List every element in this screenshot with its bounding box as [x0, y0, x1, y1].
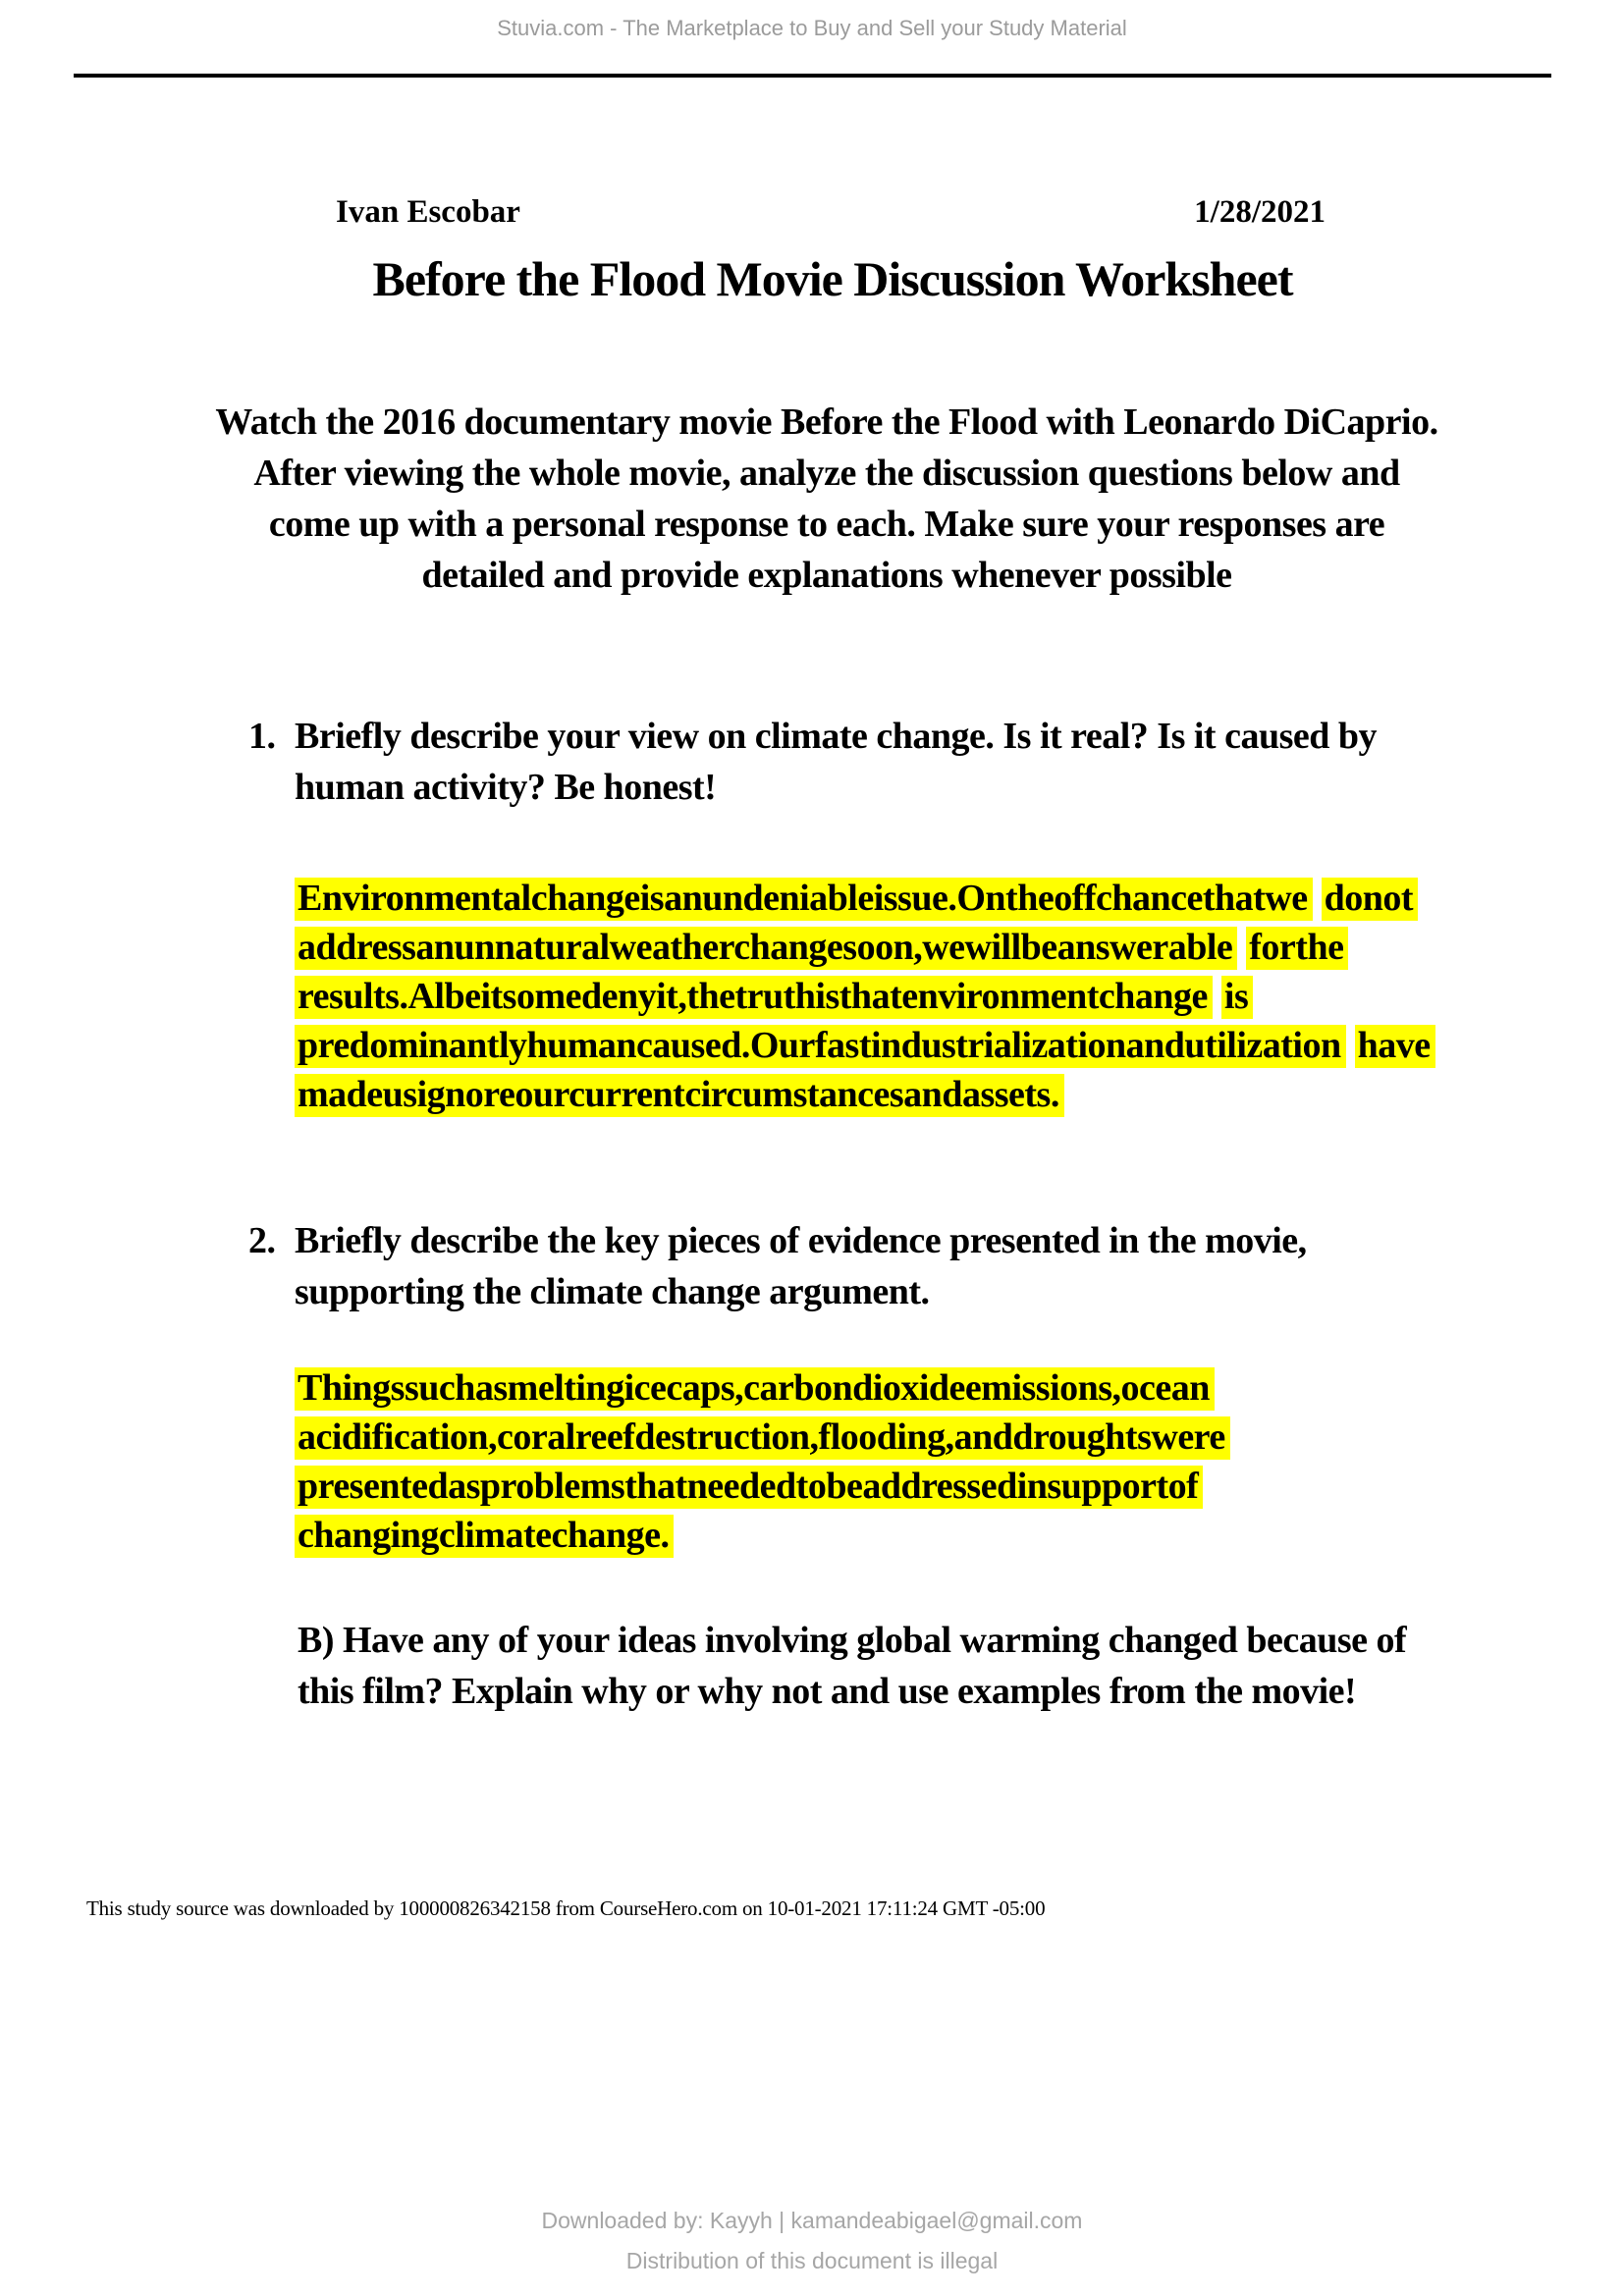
- text-line: detailed and provide explanations whenever possible: [421, 555, 1232, 596]
- highlighted-text-segment: changingclimatechange.: [295, 1515, 674, 1558]
- question-1: [248, 711, 1565, 813]
- text-line: [295, 1366, 1585, 1415]
- text-line: Briefly describe the key pieces of evidence presented in the movie,: [295, 1220, 1307, 1261]
- student-name: Ivan Escobar: [336, 194, 520, 230]
- highlighted-text-segment: is: [1221, 976, 1253, 1019]
- intro-paragraph: [167, 397, 1487, 601]
- watermark-header: Stuvia.com - The Marketplace to Buy and Sell your Study Material: [497, 16, 1127, 40]
- text-line: After viewing the whole movie, analyze the discussion questions below and: [253, 453, 1400, 494]
- answer-1-highlighted: [295, 877, 1585, 1122]
- highlighted-text-segment: acidification,coralreefdestruction,flooding,anddroughtswere: [295, 1416, 1230, 1460]
- highlighted-text-segment: Environmentalchangeisanundeniableissue.Ontheoffchancethatwe: [295, 878, 1313, 921]
- text-line: Briefly describe your view on climate change. Is it real? Is it caused by: [295, 716, 1377, 757]
- text-line: B) Have any of your ideas involving global warming changed because of: [298, 1620, 1407, 1661]
- text-line: human activity? Be honest!: [295, 767, 717, 808]
- question-2: [248, 1215, 1565, 1317]
- meta-row: [336, 192, 1326, 232]
- text-line: [295, 926, 1585, 975]
- highlighted-text-segment: donot: [1322, 878, 1418, 921]
- text-line: come up with a personal response to each. Make sure your responses are: [268, 504, 1385, 545]
- downloaded-by-line: Downloaded by: Kayyh | kamandeabigael@gmail.com: [541, 2208, 1083, 2233]
- question-2-number: 2.: [248, 1220, 276, 1261]
- text-line: [295, 975, 1585, 1024]
- answer-2-highlighted: [295, 1366, 1585, 1563]
- highlighted-text-segment: presentedasproblemsthatneededtobeaddressedinsupportof: [295, 1466, 1203, 1509]
- page-title: Before the Flood Movie Discussion Worksheet: [372, 251, 1293, 306]
- text-line: [295, 1024, 1585, 1073]
- text-line: Watch the 2016 documentary movie Before the Flood with Leonardo DiCaprio.: [215, 401, 1438, 443]
- highlighted-text-segment: Thingssuchasmeltingicecaps,carbondioxideemissions,ocean: [295, 1367, 1215, 1411]
- text-line: [295, 1415, 1585, 1465]
- text-line: supporting the climate change argument.: [295, 1271, 930, 1312]
- highlighted-text-segment: predominantlyhumancaused.Ourfastindustrializationandutilization: [295, 1025, 1346, 1068]
- text-line: [295, 1514, 1585, 1563]
- question-2-prompt: [295, 1215, 1565, 1317]
- question-2b: [298, 1615, 1565, 1717]
- question-1-prompt: [295, 711, 1565, 813]
- highlighted-text-segment: addressanunnaturalweatherchangesoon,wewillbeanswerable: [295, 927, 1237, 970]
- highlighted-text-segment: madeusignoreourcurrentcircumstancesandassets.: [295, 1074, 1064, 1117]
- highlighted-text-segment: results.Albeitsomedenyit,thetruthisthatenvironmentchange: [295, 976, 1213, 1019]
- highlighted-text-segment: forthe: [1246, 927, 1348, 970]
- question-1-number: 1.: [248, 716, 276, 757]
- document-date: 1/28/2021: [1194, 194, 1326, 230]
- text-line: this film? Explain why or why not and use examples from the movie!: [298, 1671, 1357, 1712]
- bottom-footer: [0, 2201, 1624, 2281]
- text-line: [295, 1465, 1585, 1514]
- header-divider-line: [74, 74, 1551, 78]
- highlighted-text-segment: have: [1355, 1025, 1435, 1068]
- text-line: [295, 1073, 1585, 1122]
- text-line: [295, 877, 1585, 926]
- distribution-illegal-line: Distribution of this document is illegal: [625, 2248, 999, 2273]
- download-note: This study source was downloaded by 100000826342158 from CourseHero.com on 10-01-2021 17:11:24 GMT -05:00: [86, 1896, 1046, 1920]
